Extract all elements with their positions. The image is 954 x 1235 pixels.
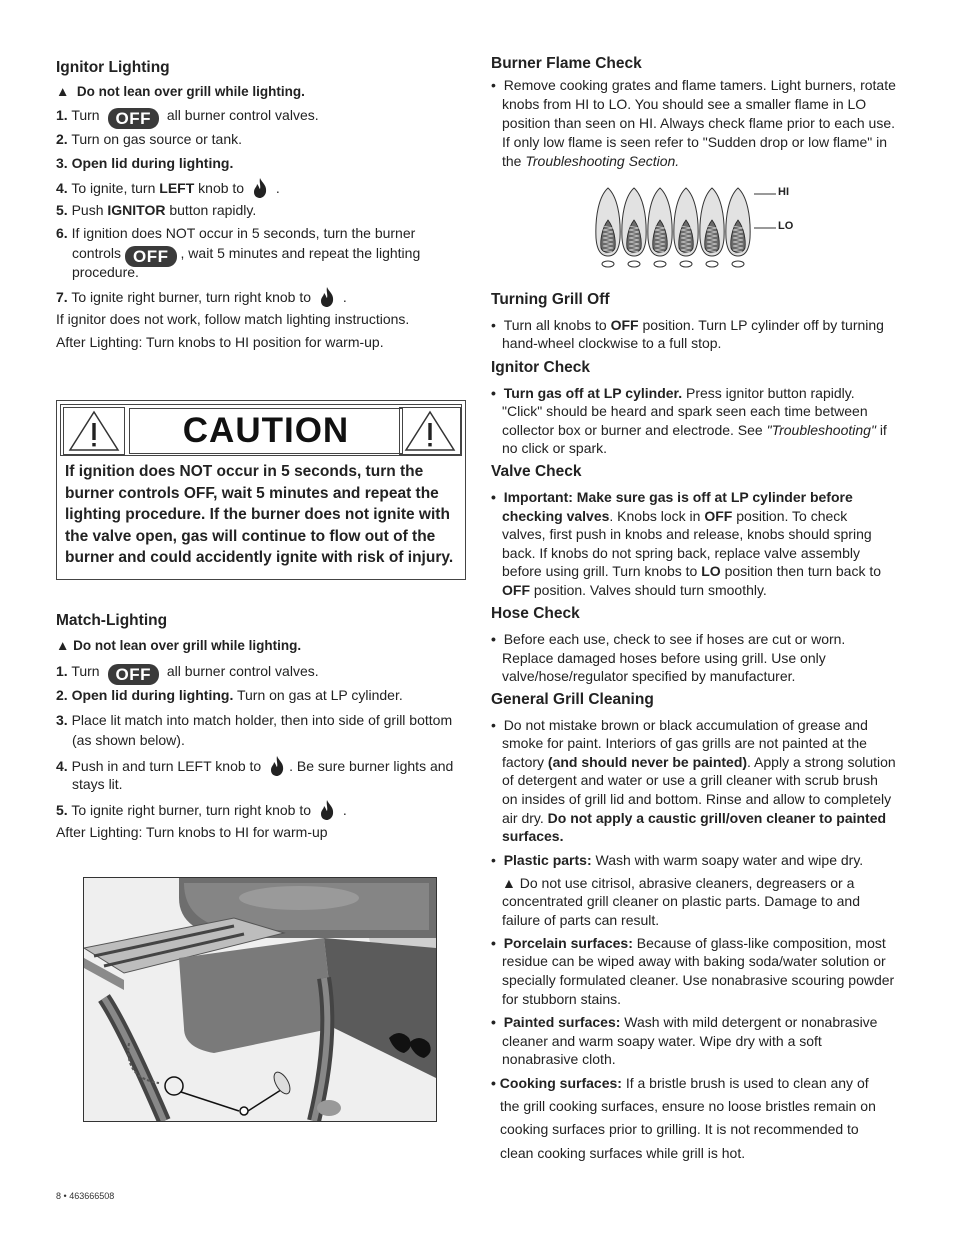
bullet: • [491, 77, 496, 93]
document-number: 463666508 [69, 1191, 115, 1201]
caution-header [60, 404, 462, 456]
warning-triangle-icon [63, 407, 125, 455]
off-badge: OFF [125, 246, 177, 267]
hose-check-line-3: valve/hose/regulator specified by manufacturer. [502, 668, 796, 684]
section-title-hose-check: Hose Check [491, 605, 580, 622]
cleaning-p1-l4: of detergent and water or use a grill cleaner with scrub brush [502, 772, 878, 788]
flame-icon [319, 286, 335, 308]
burner-flame-line-4: If only low flame is seen refer to "Sudden drop or low flame" in [502, 134, 888, 150]
flame-icon [269, 755, 285, 777]
section-title-burner-flame-check: Burner Flame Check [491, 55, 642, 72]
cleaning-p1-l2: smoke for paint. Interiors of gas grills are not painted at the [502, 735, 867, 751]
match-step-4: 4. Push in and turn LEFT knob to . Be sure burner lights and [56, 755, 453, 777]
flame-icon [252, 177, 268, 199]
cleaning-plastic-warning-l2: concentrated grill cleaner on plastic parts. Damage to and [502, 893, 860, 909]
valve-check-line-6: OFF position. Valves should turn smoothly. [502, 582, 767, 598]
off-badge: OFF [108, 664, 160, 685]
valve-check-line-4: back. If knobs do not spring back, replace valve assembly [502, 545, 860, 561]
cleaning-cooking: • Cooking surfaces: If a bristle brush is used to clean any of [491, 1075, 869, 1091]
cleaning-cooking-l4: clean cooking surfaces while grill is hot. [500, 1145, 746, 1161]
valve-check-line-2: checking valves. Knobs lock in OFF position. To check [502, 508, 848, 524]
off-badge: OFF [108, 108, 160, 129]
caution-box [56, 400, 466, 580]
after-lighting-note: After Lighting: Turn knobs to HI position for warm-up. [56, 334, 384, 350]
ignitor-step-2: 2. Turn on gas source or tank. [56, 131, 243, 147]
burner-flame-line-3: position than seen on HI. Always check flame prior to each use. [502, 115, 895, 131]
page-footer: 8 • 463666508 [56, 1191, 115, 1201]
cleaning-porcelain-l4: for stubborn stains. [502, 991, 622, 1007]
cleaning-painted-l2: cleaner and warm soapy water. Wipe dry with a soft [502, 1033, 822, 1049]
warning-triangle-icon: ▲ [56, 638, 70, 653]
valve-check-line-3: valves, first push in knobs and release, knobs should spring [502, 526, 872, 542]
ignitor-step-3: 3. Open lid during lighting. [56, 155, 234, 171]
match-step-2: 2. Open lid during lighting. Turn on gas at LP cylinder. [56, 687, 403, 703]
ignitor-check-line-3: collector box or burner and electrode. See "Troubleshooting" if [502, 422, 887, 438]
burner-flame-line-2: knobs from HI to LO. You should see a smaller flame in LO [502, 96, 867, 112]
warning-triangle-icon: ▲ [502, 875, 516, 891]
cleaning-cooking-l3: cooking surfaces prior to grilling. It is not recommended to [500, 1121, 859, 1137]
warning-triangle-icon: ▲ [56, 84, 70, 99]
burner-flame-line-5: the Troubleshooting Section. [502, 153, 680, 169]
cleaning-plastic-warning-l3: failure of parts can result. [502, 912, 660, 928]
turning-off-line-1: • Turn all knobs to OFF position. Turn LP cylinder off by turning [491, 317, 884, 333]
section-title-general-grill-cleaning: General Grill Cleaning [491, 691, 654, 708]
hose-check-line-2: Replace damaged hoses before using grill. Use only [502, 650, 826, 666]
burner-flame [726, 188, 750, 267]
caution-title: CAUTION [129, 408, 403, 454]
flame-icon [319, 799, 335, 821]
warning-line [56, 83, 305, 101]
burner-flames-illustration [594, 186, 814, 275]
cleaning-p1-l5: on insides of grill lid and bottom. Rinse and allow to completely [502, 791, 892, 807]
hi-label: HI [778, 186, 789, 198]
section-title-match-lighting: Match-Lighting [56, 612, 168, 629]
hose-check-line-1: • Before each use, check to see if hoses are cut or worn. [491, 631, 846, 647]
grill-match-lighting-illustration [83, 877, 437, 1122]
turning-off-line-2: hand-wheel clockwise to a full stop. [502, 335, 722, 351]
ignitor-step-1: 1. Turn OFF all burner control valves. [56, 107, 319, 128]
ignitor-check-line-4: no click or spark. [502, 440, 608, 456]
cleaning-p1-l7: surfaces. [502, 828, 564, 844]
lo-label: LO [778, 220, 794, 232]
match-step-5: 5. To ignite right burner, turn right knob to . [56, 799, 347, 821]
burner-flame-line-1: • Remove cooking grates and flame tamers. Light burners, rotate [491, 77, 896, 93]
ignitor-step-4: 4. To ignite, turn LEFT knob to . [56, 177, 280, 199]
burner-flame [674, 188, 698, 267]
burner-flame [622, 188, 646, 267]
match-step-3: 3. Place lit match into match holder, then into side of grill bottom [56, 712, 453, 728]
warning-triangle-icon [399, 407, 461, 455]
cleaning-p1-l3: factory (and should never be painted). Apply a strong solution [502, 754, 896, 770]
section-title-valve-check: Valve Check [491, 463, 582, 480]
match-warning-line: ▲ Do not lean over grill while lighting. [56, 638, 302, 653]
burner-flame [596, 188, 620, 267]
match-step-3-line2: (as shown below). [72, 732, 185, 748]
section-title-ignitor-check: Ignitor Check [491, 359, 591, 376]
ignitor-check-line-2: "Click" should be heard and spark seen each time between [502, 403, 868, 419]
ignitor-step-6-line3: procedure. [72, 264, 139, 280]
match-after-note: After Lighting: Turn knobs to HI for warm-up [56, 824, 328, 840]
cleaning-porcelain-l2: residue can be wiped away with baking soda/water solution or [502, 953, 886, 969]
ignitor-step-6: 6. If ignition does NOT occur in 5 seconds, turn the burner [56, 225, 416, 241]
cleaning-plastic-warning-l1: ▲ Do not use citrisol, abrasive cleaners, degreasers or a [502, 875, 855, 891]
ignitor-step-6-line2: controls OFF , wait 5 minutes and repeat the lighting [72, 245, 421, 266]
cleaning-cooking-l2: the grill cooking surfaces, ensure no loose bristles remain on [500, 1098, 876, 1114]
match-step-1: 1. Turn OFF all burner control valves. [56, 663, 319, 684]
section-title-ignitor-lighting: Ignitor Lighting [56, 59, 170, 76]
ignitor-step-5: 5. Push IGNITOR button rapidly. [56, 202, 257, 218]
cleaning-p1-l6: air dry. Do not apply a caustic grill/oven cleaner to painted [502, 810, 887, 826]
section-title-turning-grill-off: Turning Grill Off [491, 291, 610, 308]
ignitor-step-7: 7. To ignite right burner, turn right knob to . [56, 286, 347, 308]
ignitor-check-line-1: • Turn gas off at LP cylinder. Press ignitor button rapidly. [491, 385, 855, 401]
caution-text: If ignition does NOT occur in 5 seconds, turn the burner controls OFF, wait 5 minutes and repeat the lighting procedure. If the burner does not ignite with the valve open, gas will continue to flow out of the burner and could accidently ignite with risk of injury. [65, 463, 454, 566]
cleaning-porcelain: • Porcelain surfaces: Because of glass-like composition, most [491, 935, 886, 951]
cleaning-plastic: • Plastic parts: Wash with warm soapy water and wipe dry. [491, 852, 864, 868]
burner-flame [700, 188, 724, 267]
warning-text: Do not lean over grill while lighting. [76, 84, 305, 99]
page-number: 8 [56, 1191, 62, 1201]
cleaning-painted: • Painted surfaces: Wash with mild detergent or nonabrasive [491, 1014, 878, 1030]
cleaning-p1-l1: • Do not mistake brown or black accumulation of grease and [491, 717, 868, 733]
burner-flame [648, 188, 672, 267]
cleaning-porcelain-l3: specially formulated cleaner. Use nonabrasive scouring powder [502, 972, 895, 988]
valve-check-line-5: before using grill. Turn knobs to LO position then turn back to [502, 563, 882, 579]
cleaning-painted-l3: nonabrasive cloth. [502, 1051, 616, 1067]
match-step-4-line2: stays lit. [72, 776, 123, 792]
ignitor-note: If ignitor does not work, follow match lighting instructions. [56, 311, 410, 327]
valve-check-line-1: • Important: Make sure gas is off at LP cylinder before [491, 489, 853, 505]
